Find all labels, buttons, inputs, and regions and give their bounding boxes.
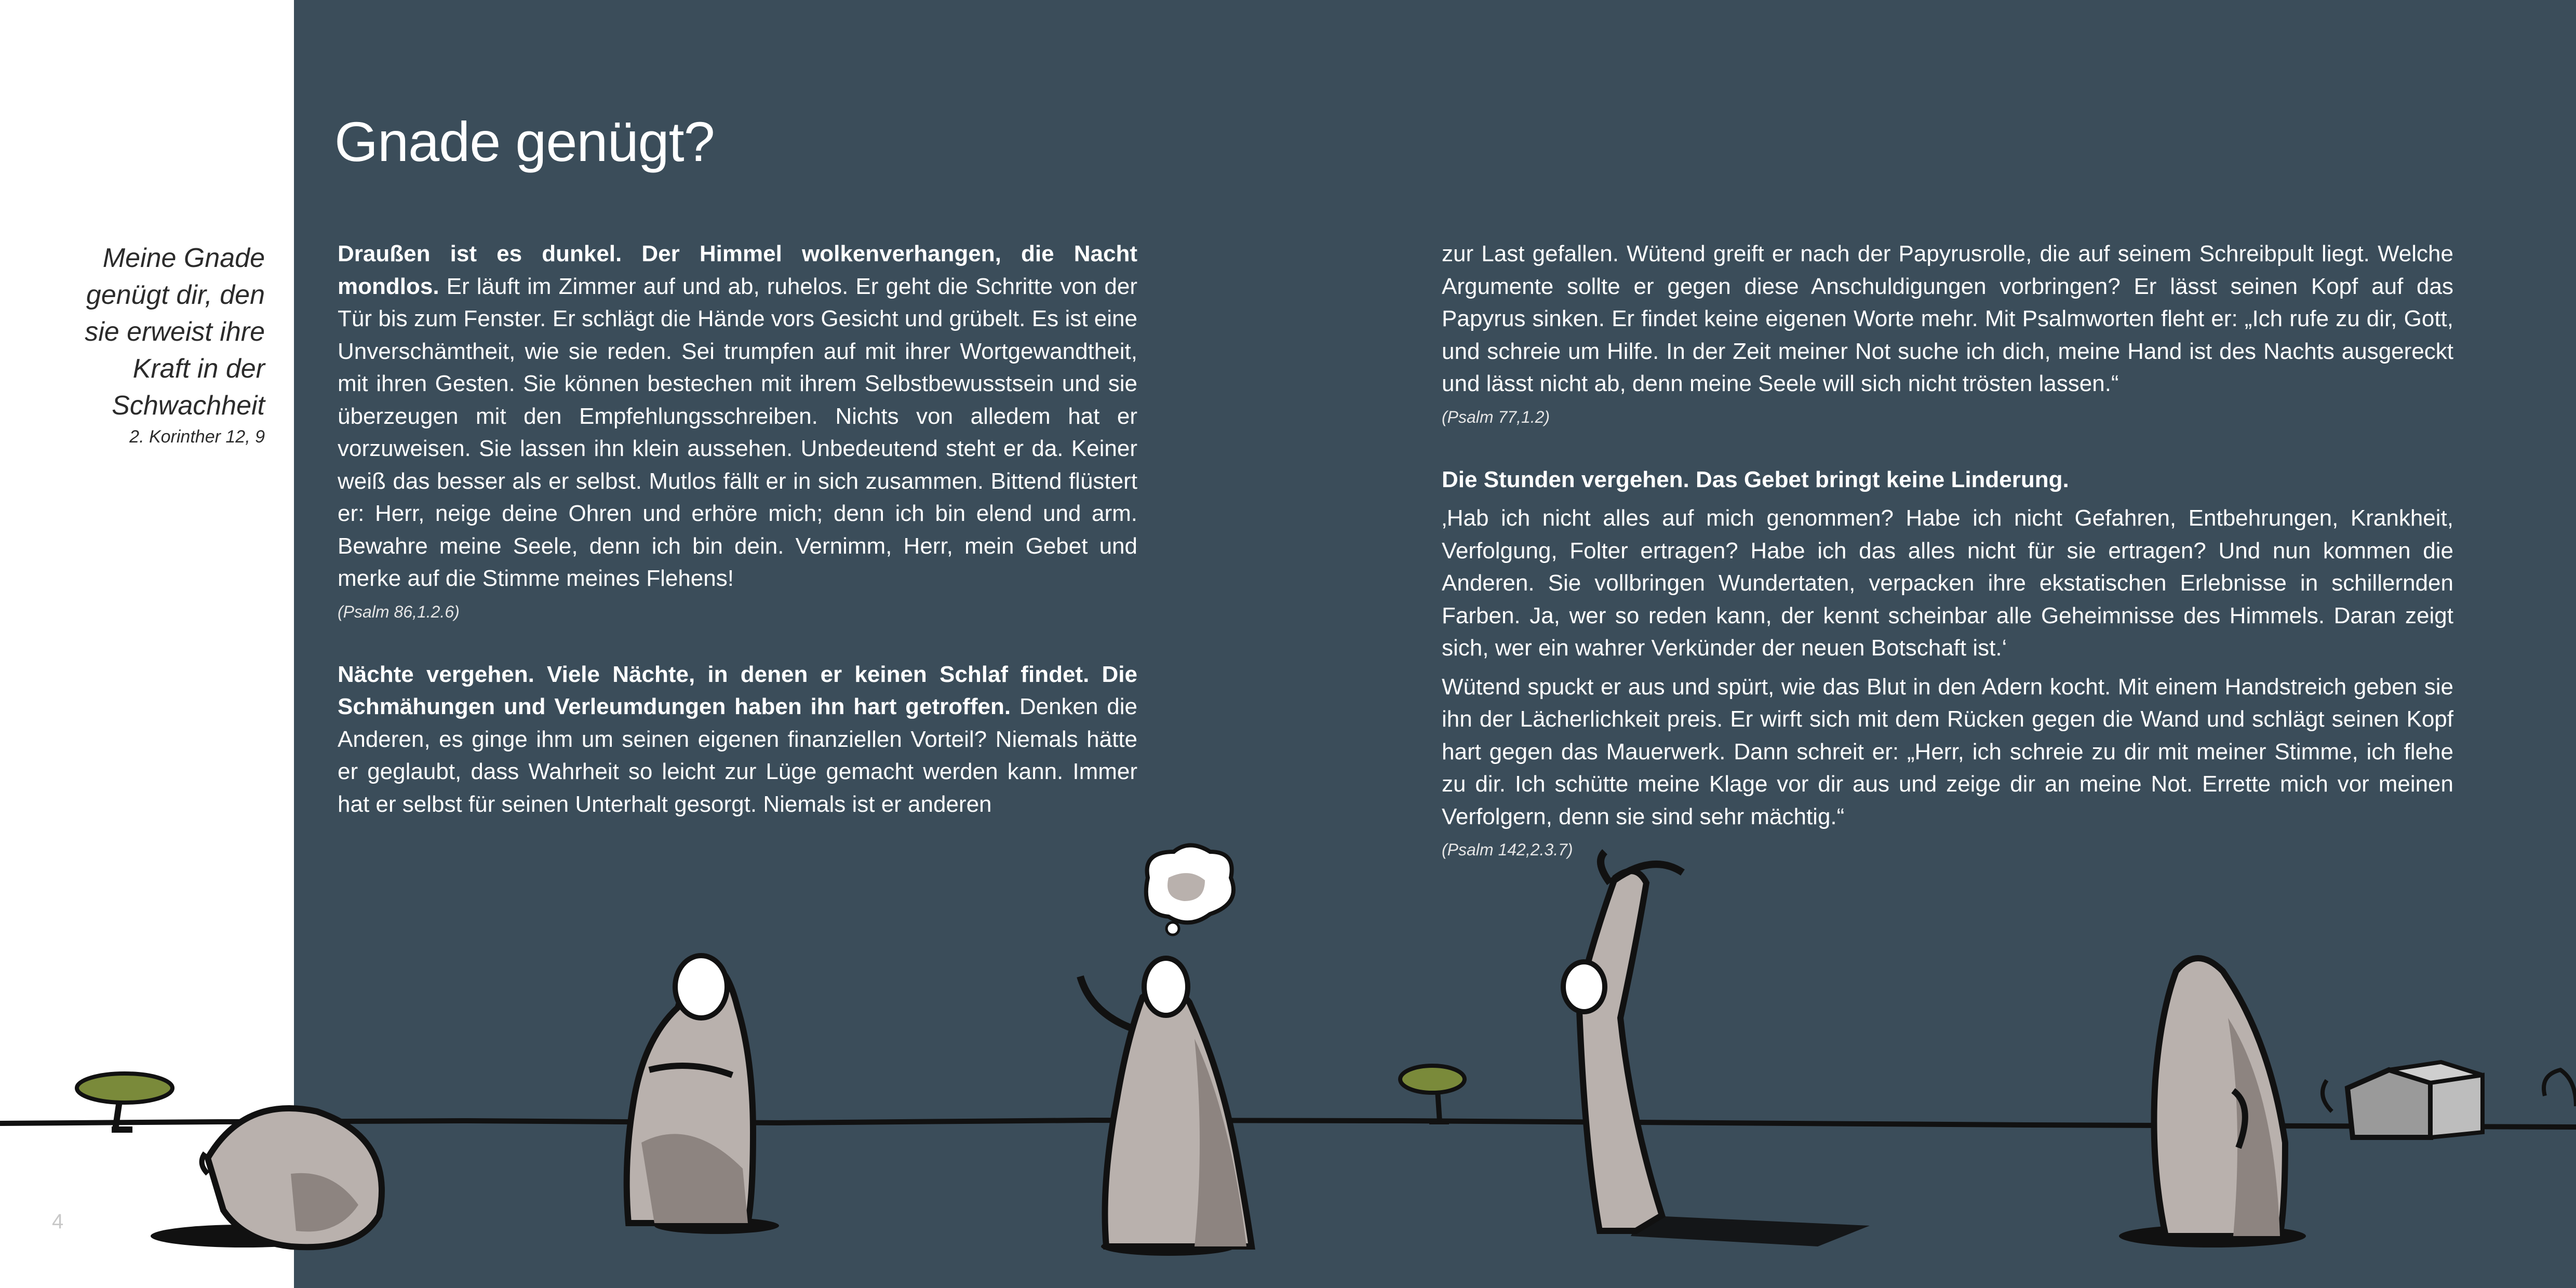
- paragraph-heading: Die Stunden vergehen. Das Gebet bringt keine Linderung.: [1442, 466, 2069, 492]
- psalm-reference: (Psalm 77,1.2): [1442, 407, 1550, 426]
- illustration-strip: [0, 821, 2576, 1288]
- psalm-reference: (Psalm 142,2.3.7): [1442, 840, 1573, 859]
- paragraph-lead: Draußen ist es dunkel. Der Himmel wolkenverhangen, die Nacht mondlos.: [338, 241, 1137, 299]
- text-column-left: [338, 238, 1137, 821]
- paragraph: zur Last gefallen. Wütend greift er nach der Papyrusrolle, die auf seinem Schreibpult liegt. Welche Argumente sollte er gegen diese Anschuldigungen vorbringen? Er lässt seinen Kopf auf das Papyrus sinken. Er findet keine eigenen Worte mehr. Mit Psalmworten fleht er: „Ich rufe zu dir, Gott, und schreie um Hilfe. In der Zeit meiner Not suche ich dich, meine Hand ist des Nachts ausgereckt und lässt nicht ab, denn meine Seele will sich nicht trösten lassen.“: [1442, 241, 2453, 396]
- paragraph-lead: Nächte vergehen. Viele Nächte, in denen er keinen Schlaf findet. Die Schmähungen und Verleumdungen haben ihn hart getroffen.: [338, 661, 1137, 719]
- page-number: 4: [52, 1210, 64, 1233]
- figure-arms-raised: [1563, 852, 1870, 1246]
- tree-icon: [1400, 1066, 1465, 1122]
- sidebar-quote-reference: 2. Korinther 12, 9: [129, 427, 265, 447]
- crouching-figure: [151, 1108, 382, 1247]
- page-title: Gnade genügt?: [334, 110, 715, 173]
- standing-figure-arms-crossed: [627, 956, 779, 1234]
- tree-icon: [2544, 1070, 2576, 1106]
- paragraph: [338, 659, 1137, 821]
- standing-figure-walking: [2119, 958, 2306, 1247]
- thought-bubble-icon: [1146, 846, 1233, 935]
- paragraph: Wütend spuckt er aus und spürt, wie das Blut in den Adern kocht. Mit einem Handstreich geben sie ihn der Lächerlichkeit preis. Er wirft sich mit dem Rücken gegen die Wand und schlägt seinen Kopf hart gegen das Mauerwerk. Dann schreit er: „Herr, ich schreie zu dir mit meiner Stimme, ich flehe zu dir. Ich schütte meine Klage vor dir aus und zeige dir an meine Not. Errette mich vor meinen Verfolgern, denn sie sind sehr mächtig.“: [1442, 674, 2453, 829]
- paragraph-body: Denken die Anderen, es ginge ihm um seinen eigenen finanziellen Vorteil? Niemals hätte er geglaubt, dass Wahrheit so leicht zur Lüge gemacht werden kann. Immer hat er selbst für seinen Unterhalt gesorgt. Niemals ist er anderen: [338, 694, 1137, 817]
- paragraph: [338, 238, 1137, 595]
- paragraph: ‚Hab ich nicht alles auf mich genommen? Habe ich nicht Gefahren, Entbehrungen, Krankheit, Verfolgung, Folter ertragen? Habe ich das alles nicht für sie ertragen? Und nun kommen die Anderen. Sie vollbringen Wundertaten, verpacken ihre ekstatischen Erlebnisse in schillernden Farben. Ja, wer so reden kann, der kennt scheinbar alle Geheimnisse des Himmels. Daran zeigt sich, wer ein wahrer Verkünder der neuen Botschaft ist.‘: [1442, 505, 2453, 661]
- psalm-reference: (Psalm 86,1.2.6): [338, 602, 460, 621]
- text-column-right: [1442, 238, 2453, 860]
- standing-figure-thinking: [1080, 958, 1252, 1256]
- paragraph-body: Er läuft im Zimmer auf und ab, ruhelos. Er geht die Schritte von der Tür bis zum Fenster. Er schlägt die Hände vors Gesicht und grübelt. Es ist eine Unverschämtheit, wie sie reden. Sei trumpfen auf mit ihrer Wortgewandtheit, mit ihren Gesten. Sie können bestechen mit ihrem Selbstbewusstsein und sie überzeugen mit den Empfehlungsschreiben. Nichts von alledem hat er vorzuweisen. Sie lassen ihn klein aussehen. Unbedeutend steht er da. Keiner weiß das besser als er selbst. Mutlos fällt er in sich zusammen. Bittend flüstert er: Herr, neige deine Ohren und erhöre mich; denn ich bin elend und arm. Bewahre meine Seele, denn ich bin dein. Vernimm, Herr, mein Gebet und merke auf die Stimme meines Flehens!: [338, 273, 1137, 591]
- sidebar-quote: Meine Gnade genügt dir, den sie erweist ihre Kraft in der Schwachheit: [85, 243, 265, 421]
